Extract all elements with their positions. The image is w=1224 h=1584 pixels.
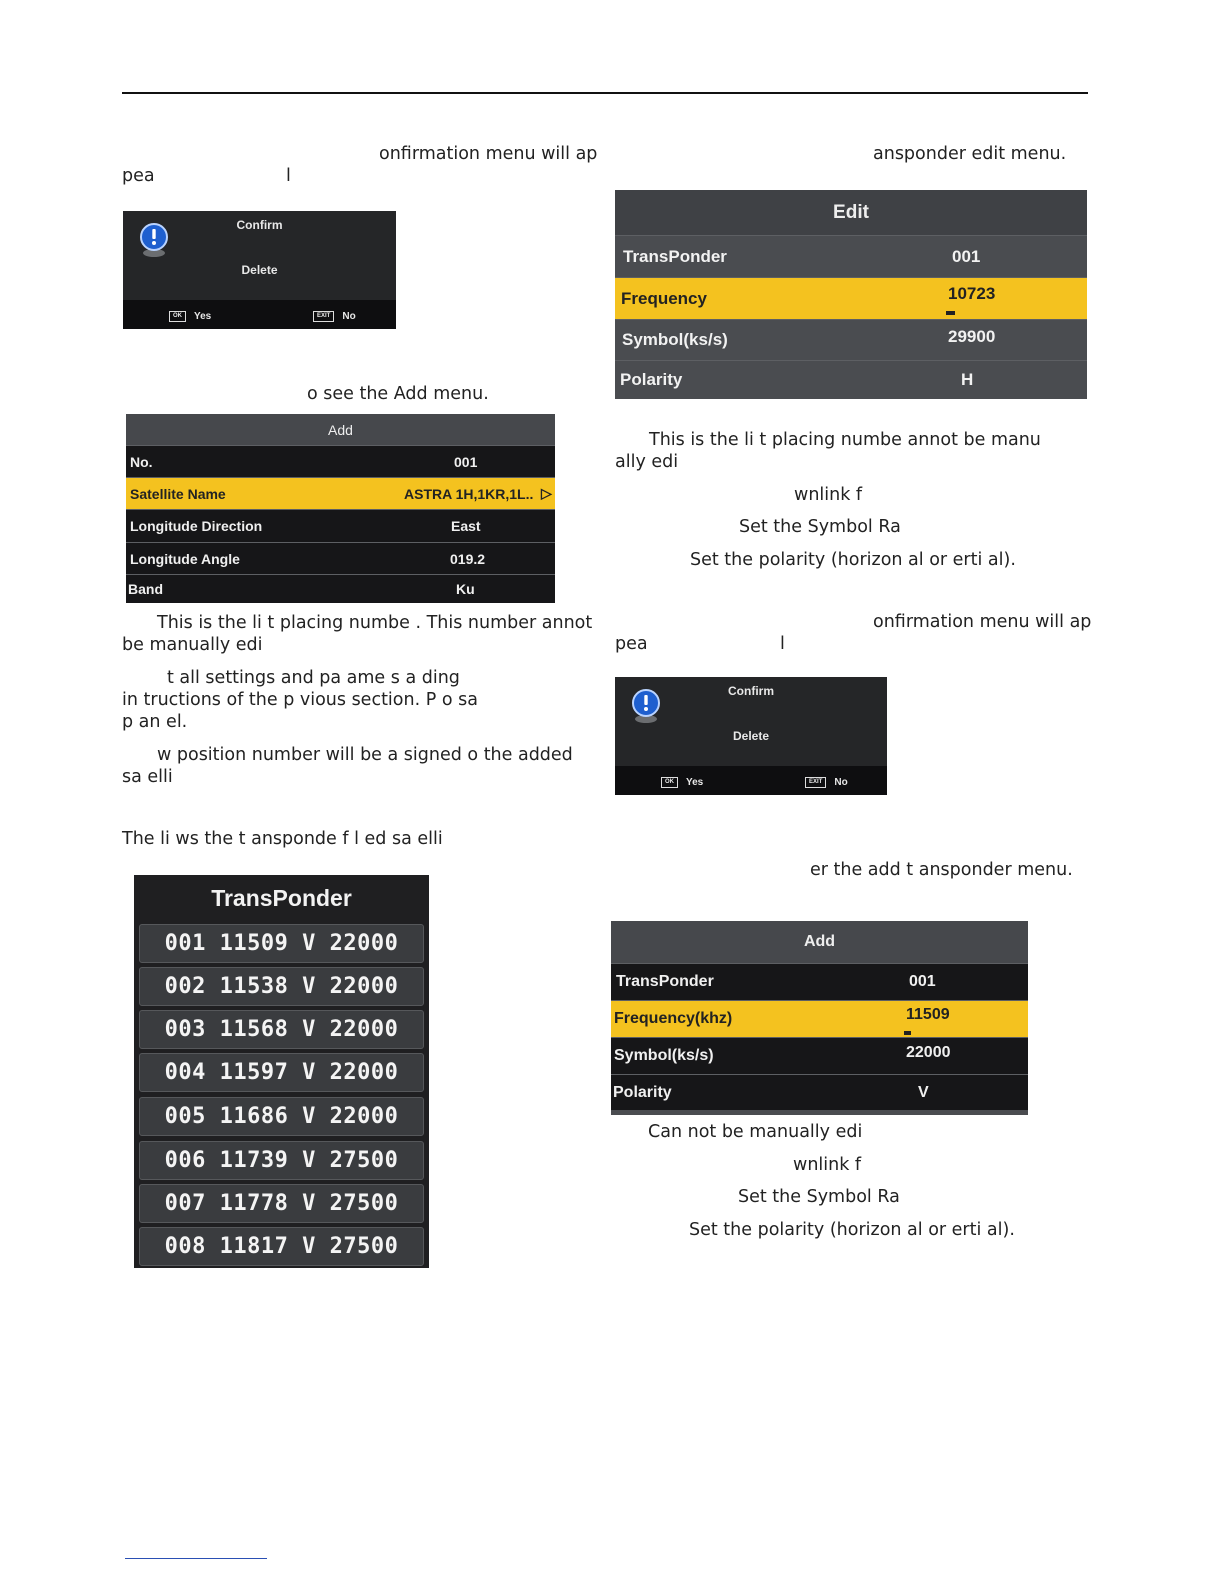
transponder-list: [134, 875, 429, 1268]
row-value: V: [918, 1083, 929, 1101]
no-label: No: [342, 311, 356, 322]
paragraph-line: This is the li t placing numbe . This number annot: [157, 613, 593, 633]
row-value: H: [961, 370, 974, 389]
row-label: No.: [130, 453, 153, 470]
menu-bottom-bar: [611, 1110, 1028, 1115]
paragraph-line: pea: [122, 166, 155, 186]
exit-key-icon: EXIT: [313, 311, 334, 322]
row-label: Frequency(khz): [614, 1010, 733, 1027]
ok-key-icon: OK: [169, 311, 186, 322]
transponder-list-title: TransPonder: [211, 884, 352, 911]
paragraph-line: The li ws the t ansponde f l ed sa elli: [122, 829, 443, 849]
paragraph-line: l: [780, 634, 785, 654]
no-button[interactable]: [805, 777, 848, 788]
paragraph-line: ally edi: [615, 452, 679, 472]
menu-title: Add: [611, 921, 1028, 963]
confirm-message: Delete: [732, 729, 770, 743]
yes-label: Yes: [194, 311, 212, 322]
paragraph-line: This is the li t placing numbe annot be manu: [649, 430, 1041, 450]
row-label: Satellite Name: [130, 485, 226, 502]
no-button[interactable]: [313, 311, 356, 322]
confirm-dialog: [615, 677, 887, 795]
row-label: TransPonder: [616, 973, 714, 990]
add-satellite-menu: [126, 414, 555, 603]
menu-row-longitude-angle[interactable]: [126, 542, 555, 574]
paragraph-line: t all settings and pa ame s a ding: [167, 668, 460, 688]
menu-title: Add: [126, 414, 555, 445]
menu-row-number: [126, 445, 555, 477]
menu-row-polarity[interactable]: [615, 360, 1087, 399]
row-value: 019.2: [450, 550, 486, 567]
list-item[interactable]: 001 11509 V 22000: [139, 924, 424, 963]
list-item[interactable]: 007 11778 V 27500: [139, 1184, 424, 1223]
paragraph-line: Set the polarity (horizon al or erti al).: [690, 550, 1016, 570]
row-label: Symbol(ks/s): [622, 330, 728, 349]
paragraph-line: onfirmation menu will ap: [379, 144, 598, 164]
paragraph-line: Can not be manually edi: [648, 1122, 863, 1142]
text-cursor: [904, 1031, 911, 1035]
paragraph-line: p an el.: [122, 712, 188, 732]
row-label: Band: [128, 581, 163, 597]
edit-menu: [615, 190, 1087, 399]
row-value[interactable]: 11509: [906, 1006, 950, 1023]
row-label: Symbol(ks/s): [614, 1047, 714, 1064]
paragraph-line: wnlink f: [794, 485, 863, 505]
confirm-dialog: [123, 211, 396, 329]
row-value: ASTRA 1H,1KR,1L..: [404, 485, 534, 502]
row-label: Polarity: [613, 1083, 672, 1101]
paragraph-line: l: [286, 166, 291, 186]
row-value[interactable]: 10723: [948, 284, 996, 303]
row-label: Longitude Direction: [130, 518, 263, 534]
yes-button[interactable]: [169, 311, 211, 322]
menu-row-frequency[interactable]: [615, 277, 1087, 319]
paragraph-line: ansponder edit menu.: [873, 144, 1067, 164]
row-label: Polarity: [620, 370, 683, 389]
row-value: East: [451, 518, 481, 534]
paragraph-line: sa elli: [122, 767, 173, 787]
menu-row-symbol[interactable]: [611, 1037, 1028, 1074]
list-item[interactable]: 006 11739 V 27500: [139, 1141, 424, 1180]
row-value: 001: [909, 973, 936, 990]
add-transponder-menu: [611, 921, 1028, 1115]
exit-key-icon: EXIT: [805, 777, 826, 788]
paragraph-line: Set the polarity (horizon al or erti al).: [689, 1220, 1015, 1240]
paragraph-line: pea: [615, 634, 648, 654]
ok-key-icon: OK: [661, 777, 678, 788]
list-item[interactable]: 008 11817 V 27500: [139, 1227, 424, 1266]
row-label: Longitude Angle: [130, 550, 240, 567]
list-item[interactable]: 002 11538 V 22000: [139, 967, 424, 1006]
menu-title: Edit: [615, 190, 1087, 235]
menu-row-frequency[interactable]: [611, 1000, 1028, 1037]
yes-button[interactable]: [661, 777, 703, 788]
no-label: No: [834, 777, 848, 788]
paragraph-line: onfirmation menu will ap: [873, 612, 1092, 632]
paragraph-line: w position number will be a signed o the added: [157, 745, 573, 765]
menu-row-polarity[interactable]: [611, 1074, 1028, 1110]
paragraph-line: wnlink f: [793, 1155, 862, 1175]
header-rule: [122, 92, 1088, 94]
paragraph-line: o see the Add menu.: [307, 384, 489, 404]
paragraph-line: in tructions of the p vious section. P o sa: [122, 690, 478, 710]
confirm-message: Delete: [241, 263, 278, 277]
menu-row-band[interactable]: [126, 574, 555, 603]
row-value: Ku: [456, 581, 475, 597]
list-item[interactable]: 005 11686 V 22000: [139, 1097, 424, 1136]
row-value: 29900: [948, 327, 996, 346]
row-label: Frequency: [621, 288, 707, 308]
arrow-right-icon[interactable]: ▷: [541, 485, 552, 501]
row-value: 001: [952, 246, 981, 266]
confirm-title: Confirm: [236, 218, 283, 232]
footer-link-underline: [125, 1558, 267, 1559]
menu-row-longitude-direction[interactable]: [126, 509, 555, 542]
menu-row-transponder: [611, 963, 1028, 1000]
menu-row-symbol[interactable]: [615, 319, 1087, 360]
yes-label: Yes: [686, 777, 704, 788]
paragraph-line: er the add t ansponder menu.: [810, 860, 1073, 880]
row-label: TransPonder: [623, 246, 727, 266]
menu-row-transponder: [615, 235, 1087, 277]
row-value: 22000: [906, 1044, 951, 1061]
paragraph-line: Set the Symbol Ra: [738, 1187, 900, 1207]
menu-row-satellite-name[interactable]: [126, 477, 555, 509]
text-cursor: [946, 311, 955, 315]
list-item[interactable]: 003 11568 V 22000: [139, 1010, 424, 1049]
list-item[interactable]: 004 11597 V 22000: [139, 1053, 424, 1092]
paragraph-line: be manually edi: [122, 635, 263, 655]
confirm-title: Confirm: [728, 684, 774, 698]
paragraph-line: Set the Symbol Ra: [739, 517, 901, 537]
row-value: 001: [454, 453, 478, 470]
